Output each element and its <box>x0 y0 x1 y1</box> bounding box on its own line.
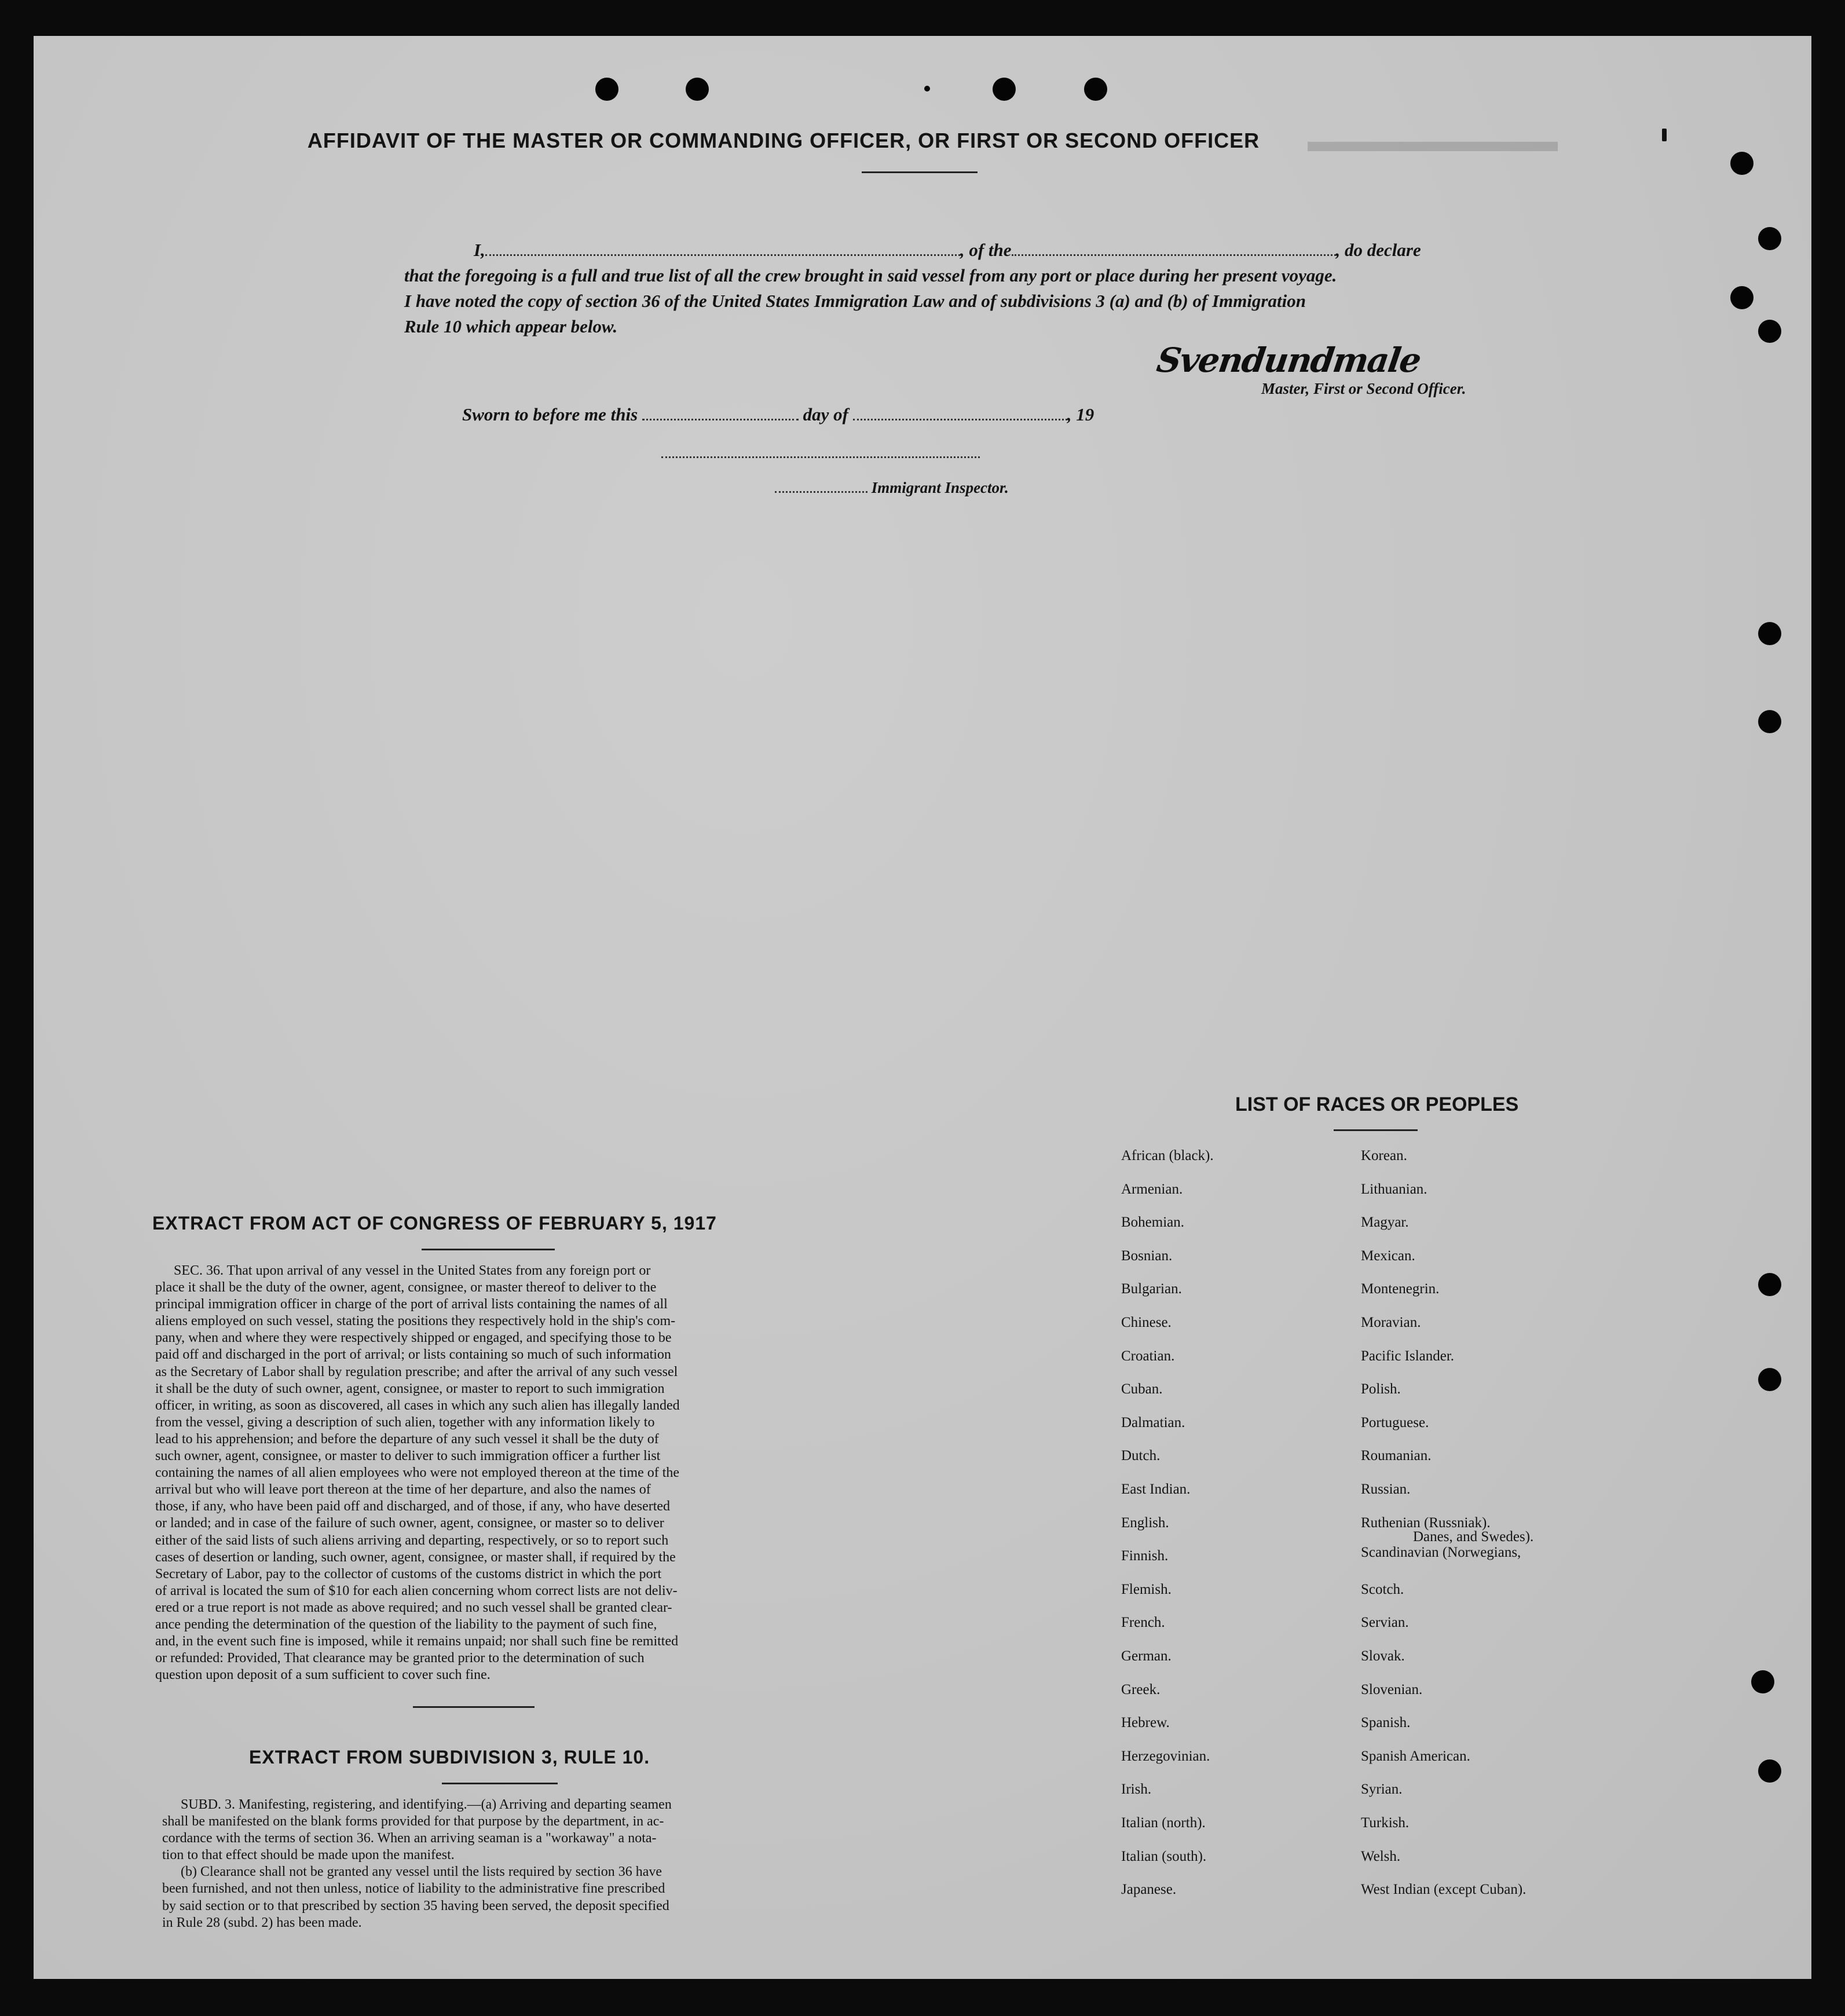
act-end-rule <box>413 1706 535 1708</box>
act-text-line: principal immigration officer in charge of the port of arrival lists containing the names of all <box>155 1297 668 1312</box>
race-item: German. <box>1121 1648 1172 1664</box>
day-blank[interactable] <box>642 406 799 420</box>
binder-hole <box>1730 152 1754 175</box>
act-text-line: question upon deposit of a sum sufficient to cover such fine. <box>155 1667 490 1683</box>
race-item: Bohemian. <box>1121 1214 1185 1231</box>
bleed-through: ▬▬▬▬▬▬▬▬ <box>1308 123 1558 158</box>
inspector-label: Immigrant Inspector. <box>871 479 1009 496</box>
act-text-line: SEC. 36. That upon arrival of any vessel in the United States from any foreign port or <box>174 1263 651 1278</box>
act-text-line: place it shall be the duty of the owner, agent, consignee, or master thereof to deliver to the <box>155 1280 657 1296</box>
binder-hole <box>1751 1670 1774 1693</box>
vessel-blank[interactable] <box>1012 242 1336 256</box>
race-item: Scandinavian (Norwegians, <box>1361 1545 1521 1561</box>
race-item: Greek. <box>1121 1681 1161 1697</box>
declaration-of: , of the <box>960 240 1012 260</box>
act-text-line: arrival but who will leave port thereon at the time of her departure, and also the names of <box>155 1482 651 1498</box>
races-title-underline <box>1334 1129 1418 1131</box>
declaration-declare: , do declare <box>1335 240 1421 260</box>
name-blank[interactable] <box>485 242 960 256</box>
subdivision-text-line: in Rule 28 (subd. 2) has been made. <box>162 1915 362 1930</box>
tick-mark <box>1662 129 1667 141</box>
subdivision-text-line: been furnished, and not then unless, notice of liability to the administrative fine prescribed <box>162 1881 665 1897</box>
race-scandinavian-continued: Danes, and Swedes). <box>1413 1529 1534 1545</box>
race-item: Spanish American. <box>1361 1748 1470 1764</box>
declaration-line <box>474 240 1421 261</box>
race-item: English. <box>1121 1514 1169 1531</box>
inspector-name-blank[interactable] <box>775 478 867 493</box>
race-item: French. <box>1121 1615 1165 1631</box>
race-item: Moravian. <box>1361 1315 1421 1330</box>
act-text-line: of arrival is located the sum of $10 for each alien concerning whom correct lists are not deliv- <box>155 1583 678 1598</box>
race-item: African (black). <box>1121 1148 1214 1164</box>
affidavit-text-line: I have noted the copy of section 36 of the United States Immigration Law and of subdivisions 3 (a) and (b) of Immigration <box>404 291 1306 311</box>
race-item: Roumanian. <box>1361 1448 1432 1464</box>
subdivision-text-line: SUBD. 3. Manifesting, registering, and identifying.—(a) Arriving and departing seamen <box>181 1797 672 1812</box>
subdivision-text-line: cordance with the terms of section 36. When an arriving seaman is a "workaway" a nota- <box>162 1831 657 1846</box>
subdivision-extract-title: EXTRACT FROM SUBDIVISION 3, RULE 10. <box>249 1747 650 1768</box>
act-text-line: those, if any, who have been paid off and discharged, and of those, if any, who have deserted <box>155 1499 671 1514</box>
binder-hole <box>993 78 1016 101</box>
race-item: Finnish. <box>1121 1548 1169 1564</box>
race-item: Spanish. <box>1361 1715 1411 1731</box>
race-item: Flemish. <box>1121 1581 1172 1597</box>
act-text-line: ered or a true report is not made as above required; and no such vessel shall be granted clear- <box>155 1600 672 1615</box>
act-text-line: and, in the event such fine is imposed, while it remains unpaid; nor shall such fine be remitted <box>155 1634 679 1649</box>
race-item: Cuban. <box>1121 1381 1163 1397</box>
race-item: Ruthenian (Russniak). <box>1361 1514 1491 1531</box>
sworn-day: day of <box>803 404 848 425</box>
subdivision-extract-text <box>162 1797 840 1931</box>
act-text-line: ance pending the determination of the question of the liability to the payment of such fine, <box>155 1616 657 1632</box>
act-text-line: from the vessel, giving a description of such alien, together with any information likely to <box>155 1414 655 1430</box>
race-item: Pacific Islander. <box>1361 1348 1455 1364</box>
subdivision-text-line: shall be manifested on the blank forms provided for that purpose by the department, in ac- <box>162 1814 664 1830</box>
subdivision-text-line: by said section or to that prescribed by section 35 having been served, the deposit specified <box>162 1898 669 1913</box>
act-text-line: officer, in writing, as soon as discovered, all cases in which any such alien has illegally landed <box>155 1397 680 1413</box>
act-text-line: cases of desertion or landing, such owner, agent, consignee, or master shall, if required by the <box>155 1549 676 1565</box>
race-item: Montenegrin. <box>1361 1281 1440 1297</box>
act-text-line: Secretary of Labor, pay to the collector of customs of the customs district in which the port <box>155 1566 662 1582</box>
affidavit-text <box>404 263 1516 339</box>
race-item: Russian. <box>1361 1481 1411 1497</box>
race-item: Herzegovinian. <box>1121 1748 1210 1764</box>
affidavit-text-line: that the foregoing is a full and true list of all the crew brought in said vessel from any port or place during her present voyage. <box>404 265 1337 286</box>
race-item: Chinese. <box>1121 1315 1172 1330</box>
act-text-line: or landed; and in case of the failure of such owner, agent, consignee, or master so to deliver <box>155 1516 664 1531</box>
month-blank[interactable] <box>853 406 1067 420</box>
race-item: Italian (north). <box>1121 1815 1206 1831</box>
race-item: Scotch. <box>1361 1581 1404 1597</box>
sworn-line <box>462 404 1094 425</box>
race-item: Armenian. <box>1121 1181 1183 1197</box>
title-underline <box>862 171 978 173</box>
binder-hole <box>1758 320 1781 343</box>
race-item: Croatian. <box>1121 1348 1175 1364</box>
race-item: Bulgarian. <box>1121 1281 1182 1297</box>
act-text-line: either of the said lists of such aliens arriving and departing, respectively, or so to report such <box>155 1532 669 1548</box>
binder-hole <box>1730 286 1754 309</box>
race-item: Japanese. <box>1121 1882 1177 1898</box>
race-item: Italian (south). <box>1121 1848 1207 1864</box>
race-item: Turkish. <box>1361 1815 1410 1831</box>
race-item: Korean. <box>1361 1148 1407 1164</box>
act-extract-title: EXTRACT FROM ACT OF CONGRESS OF FEBRUARY 5, 1917 <box>152 1213 717 1234</box>
subdivision-title-underline <box>442 1783 558 1784</box>
race-item: Polish. <box>1361 1381 1401 1397</box>
act-text-line: as the Secretary of Labor shall by regulation prescribe; and after the arrival of any such vessel <box>155 1364 678 1380</box>
master-signature: Svendundmale <box>1154 341 1423 380</box>
signature-caption: Master, First or Second Officer. <box>1261 380 1466 397</box>
act-title-underline <box>422 1249 555 1250</box>
race-item: Slovenian. <box>1361 1681 1423 1697</box>
sworn-start: Sworn to before me this <box>462 404 638 425</box>
binder-hole <box>595 78 618 101</box>
act-text-line: paid off and discharged in the port of arrival; or lists containing so much of such information <box>155 1347 671 1363</box>
act-text-line: such owner, agent, consignee, or master to deliver to such immigration officer a further list <box>155 1448 661 1464</box>
inspector-signature-blank[interactable] <box>661 456 980 458</box>
race-item: Bosnian. <box>1121 1247 1173 1264</box>
act-extract-text <box>155 1263 839 1684</box>
document-page <box>34 36 1811 1979</box>
race-item: Dalmatian. <box>1121 1414 1185 1430</box>
subdivision-text-line: (b) Clearance shall not be granted any vessel until the lists required by section 36 have <box>181 1864 662 1880</box>
races-title: LIST OF RACES OR PEOPLES <box>1235 1093 1519 1115</box>
race-item: Lithuanian. <box>1361 1181 1427 1197</box>
race-item: East Indian. <box>1121 1481 1191 1497</box>
affidavit-text-line: Rule 10 which appear below. <box>404 316 618 336</box>
race-item: Mexican. <box>1361 1247 1415 1264</box>
race-item: Portuguese. <box>1361 1414 1429 1430</box>
binder-hole <box>1758 227 1781 250</box>
race-item: Servian. <box>1361 1615 1409 1631</box>
binder-hole <box>1758 1273 1781 1296</box>
declaration-i: I, <box>474 240 485 260</box>
binder-hole <box>1758 1368 1781 1391</box>
binder-hole <box>686 78 709 101</box>
race-item: West Indian (except Cuban). <box>1361 1882 1526 1898</box>
affidavit-title: AFFIDAVIT OF THE MASTER OR COMMANDING OFFICER, OR FIRST OR SECOND OFFICER <box>307 129 1260 152</box>
race-item: Slovak. <box>1361 1648 1405 1664</box>
subdivision-text-line: tion to that effect should be made upon the manifest. <box>162 1847 455 1863</box>
act-text-line: it shall be the duty of such owner, agent, consignee, or master to report to such immigration <box>155 1381 665 1396</box>
race-item: Dutch. <box>1121 1448 1161 1464</box>
race-item: Welsh. <box>1361 1848 1401 1864</box>
act-text-line: lead to his apprehension; and before the departure of any such vessel it shall be the duty of <box>155 1431 659 1447</box>
race-item: Irish. <box>1121 1781 1152 1798</box>
race-item: Magyar. <box>1361 1214 1409 1231</box>
sworn-year: , 19 <box>1067 404 1094 425</box>
race-item: Hebrew. <box>1121 1715 1170 1731</box>
binder-hole <box>1758 1759 1781 1783</box>
act-text-line: or refunded: Provided, That clearance may be granted prior to the determination of such <box>155 1651 645 1666</box>
binder-hole <box>1758 622 1781 645</box>
act-text-line: pany, when and where they were respectively shipped or engaged, and specifying those to be <box>155 1330 672 1346</box>
act-text-line: aliens employed on such vessel, stating the positions they respectively hold in the ship's com- <box>155 1313 676 1329</box>
binder-hole <box>1758 710 1781 733</box>
act-text-line: containing the names of all alien employees who were not employed thereon at the time of the <box>155 1465 680 1481</box>
binder-hole <box>1084 78 1107 101</box>
inspector-line <box>775 478 1009 497</box>
binder-hole <box>924 86 930 92</box>
race-item: Syrian. <box>1361 1781 1403 1798</box>
